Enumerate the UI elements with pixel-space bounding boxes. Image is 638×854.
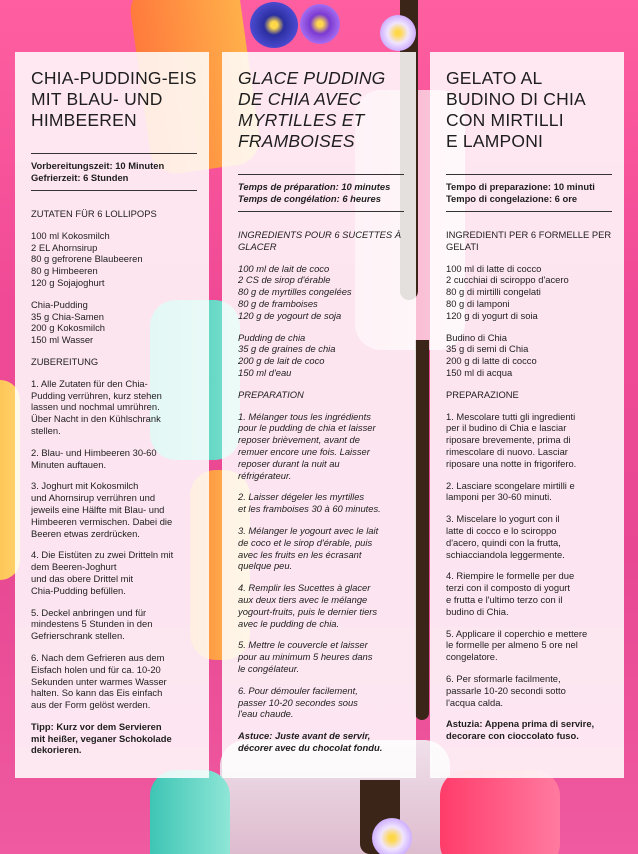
chocolate-drip [415,340,429,720]
tip: Tipp: Kurz vor dem Servieren mit heißer, veganer Schokolade dekorieren. [31,720,172,756]
time-info [31,154,197,190]
tip: Astuce: Juste avant de servir, décorer avec du chocolat fondu. [238,730,383,753]
recipe-body [446,229,612,742]
step: 5. Deckel anbringen und für mindestens 5 Stunden in den Gefrierschrank stellen. [31,606,153,642]
freeze-time: Temps de congélation: 6 heures [238,193,381,204]
recipe-column-german [15,52,209,778]
step: 5. Applicare il coperchio e mettere le formelle per almeno 5 ore nel congelatore. [446,627,588,663]
freeze-time: Tempo di congelazione: 6 ore [446,193,578,204]
step: 2. Lasciare scongelare mirtilli e lamponi per 30-60 minuti. [446,479,575,503]
recipe-title: GLACE PUDDING DE CHIA AVEC MYRTILLES ET FRAMBOISES [238,68,386,151]
popsicle-red [440,770,560,854]
tip: Astuzia: Appena prima di servire, decorare con cioccolato fuso. [446,718,595,742]
step: 3. Joghurt mit Kokosmilch und Ahornsirup verrühren und jeweils eine Hälfte mit Blau- und Himbeeren vermischen. Dabei die Beeren etwas zerdrücken. [31,480,173,539]
step: 4. Remplir les Sucettes à glacer aux deux tiers avec le mélange yogourt-fruits, puis le dernier tiers avec le pudding de chia. [238,582,378,629]
step: 5. Mettre le couvercle et laisser pour au minimum 5 heures dans le congélateur. [238,639,373,674]
ingredients-list-pudding: Chia-Pudding 35 g Chia-Samen 200 g Kokosmilch 150 ml Wasser [31,298,105,346]
prep-time: Vorbereitungszeit: 10 Minuten [31,160,165,171]
step: 4. Riempire le formelle per due terzi con il composto di yogurt e frutta e l'ultimo terzo con il budino di Chia. [446,570,575,617]
step: 3. Mélanger le yogourt avec le lait de coco et le sirop d'érable, puis avec les fruits en les écrasant quelque peu. [238,524,379,572]
recipe-column-french [222,52,416,778]
ingredients-list: 100 ml de lait de coco 2 CS de sirop d'érable 80 g de myrtilles congelées 80 g de framboises 120 g de yogourt de soja [238,262,352,321]
step: 1. Alle Zutaten für den Chia- Pudding verrühren, kurz stehen lassen und nochmal umrühren. Über Nacht in den Kühlschrank stellen. [31,377,162,436]
steps-heading: PREPARAZIONE [446,388,519,400]
recipe-title: CHIA-PUDDING-EIS MIT BLAU- UND HIMBEEREN [31,68,197,130]
steps-heading: PREPARATION [238,388,304,400]
ingredients-list-pudding: Pudding de chia 35 g de graines de chia 200 g de lait de coco 150 ml d'eau [238,331,336,378]
prep-time: Tempo di preparazione: 10 minuti [446,181,595,192]
ingredients-heading: INGREDIENTI PER 6 FORMELLE PER GELATI [446,229,612,252]
step: 2. Blau- und Himbeeren 30-60 Minuten auftauen. [31,446,157,470]
divider [446,211,612,212]
time-info [446,175,612,211]
recipe-body [238,229,404,754]
divider [238,211,404,212]
ingredients-heading: INGREDIENTS POUR 6 SUCETTES À GLACER [238,229,402,252]
popsicle-mint [150,770,230,854]
step: 2. Laisser dégeler les myrtilles et les framboises 30 à 60 minutes. [238,491,381,515]
recipe-title: GELATO AL BUDINO DI CHIA CON MIRTILLI E LAMPONI [446,68,586,151]
time-info [238,175,404,211]
divider [31,190,197,191]
steps-heading: ZUBEREITUNG [31,355,99,367]
freeze-time: Gefrierzeit: 6 Stunden [31,172,129,183]
pansy-flower-icon [372,818,412,854]
recipe-body [31,208,197,756]
ingredients-list: 100 ml Kokosmilch 2 EL Ahornsirup 80 g gefrorene Blaubeeren 80 g Himbeeren 120 g Sojajoghurt [31,229,143,288]
ingredients-heading: ZUTATEN FÜR 6 LOLLIPOPS [31,208,157,219]
step: 6. Nach dem Gefrieren aus dem Eisfach holen und für ca. 10-20 Sekunden unter warmes Wasser halten. So kann das Eis einfach aus der Form gelöst werden. [31,651,167,711]
step: 6. Pour démouler facilement, passer 10-20 secondes sous l'eau chaude. [238,684,358,720]
pansy-flower-icon [380,15,416,51]
step: 1. Mescolare tutti gli ingredienti per il budino di Chia e lasciar riposare brevemente, prima di rimescolare di nuovo. Lasciar riposare una notte in frigorifero. [446,410,577,469]
prep-time: Temps de préparation: 10 minutes [238,181,391,192]
ingredients-list-pudding: Budino di Chia 35 g di semi di Chia 200 g di latte di cocco 150 ml di acqua [446,331,537,378]
step: 3. Miscelare lo yogurt con il latte di cocco e lo sciroppo d'acero, quindi con la frutta, schiacciandola leggermente. [446,513,565,560]
pansy-flower-icon [300,4,340,44]
recipe-column-italian [430,52,624,778]
pansy-flower-icon [250,2,298,48]
step: 1. Mélanger tous les ingrédients pour le pudding de chia et laisser reposer brièvement, avant de remuer encore une fois. Laisser reposer durant la nuit au réfrigérateur. [238,410,376,481]
step: 4. Die Eistüten zu zwei Dritteln mit dem Beeren-Joghurt und das obere Drittel mit Chia-Pudding befüllen. [31,549,174,596]
ingredients-list: 100 ml di latte di cocco 2 cucchiai di sciroppo d'acero 80 g di mirtilli congelati 80 g di lamponi 120 g di yogurt di soia [446,262,569,321]
step: 6. Per sformarle facilmente, passarle 10-20 secondi sotto l'acqua calda. [446,672,566,708]
